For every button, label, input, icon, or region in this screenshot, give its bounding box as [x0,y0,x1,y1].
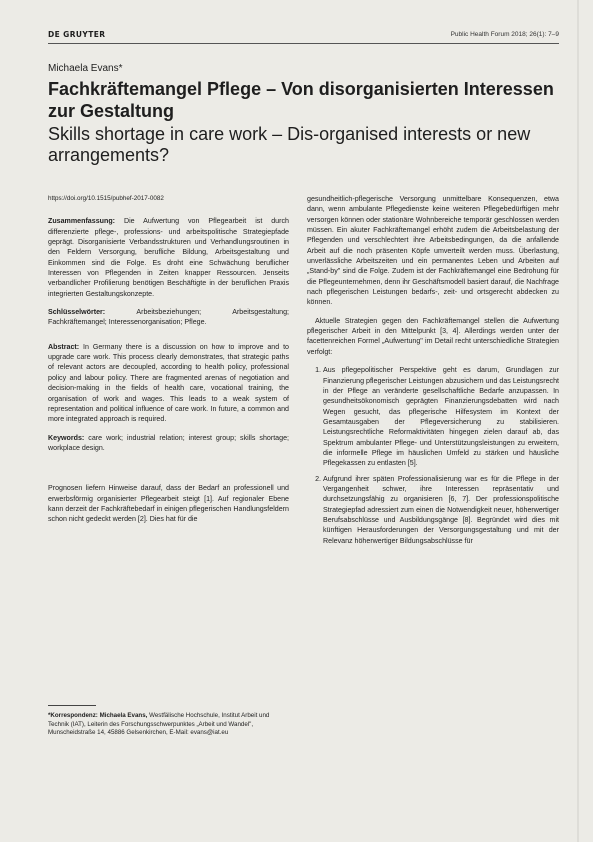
body-right-paragraph-2: Aktuelle Strategien gegen den Fachkräftemangel stellen die Aufwertung pflegerischer Arbeit in den Mittelpunkt [3, 4]. Allerdings werden unter der facettenreichen Formel „Aufwertung" im Detail recht unterschiedliche Strategien verfolgt: [307,316,559,356]
footnote-text: Westfälische Hochschule, Institut Arbeit und Technik (IAT), Leiterin des Forschungsschwerpunktes „Arbeit und Wandel", Munscheidstraße 14, 45886 Gelsenkirchen, E-Mail: evans@iat.eu [48,712,270,737]
left-column [48,194,289,533]
schluesselwoerter [48,307,289,328]
abstract-text: In Germany there is a discussion on how to improve and to upgrade care work. This process clearly demonstrates, that strategic paths of relevant actors are decoupled, according to health policy, professional policy and labour policy. There are fragmented arenas of negotiation and decision-making in the fields of health care, vocational training, the organisation of work and wages. This leads to a weak system of representation and political influence of care work. In future, a common and more integrated approach is required. [48,342,289,424]
journal-citation: Public Health Forum 2018; 26(1): 7–9 [450,30,559,38]
strategy-list [307,365,559,546]
zusammenfassung [48,216,289,299]
schluesselwoerter-label: Schlüsselwörter: [48,308,106,317]
body-left-paragraph: Prognosen liefern Hinweise darauf, dass der Bedarf an professionell und erwerbsförmig organisierter Pflegearbeit steigt [1]. Auf regionaler Ebene kann derzeit der Fachkräftebedarf in einigen pflegerischen Handlungsfeldern schon nicht gedeckt werden [2]. Dies hat für die [48,484,289,524]
correspondence-footnote [48,712,289,738]
keywords-label: Keywords: [48,433,85,442]
zusammenfassung-text: Die Aufwertung von Pflegearbeit ist durch differenzierte pflege-, professions- und arbeitspolitische Strategiepfade geprägt. Disorganisierte Verbandsstrukturen und Verhandlungsroutinen in den Feldern Versorgung, berufliche Bildung, Arbeitsgestaltung und Einkommen sind die Folge. Es droht eine Schwächung beruflicher Interessen von Pflegenden in Zeiten knapper Ressourcen. Jenseits verbandlicher Profilierung benötigen Beschäftigte in der beruflichen Praxis integrierten Gestaltungskonzepte. [48,217,289,298]
author: Michaela Evans* [48,63,123,74]
keywords-text: care work; industrial relation; interest group; skills shortage; workplace design. [48,433,289,452]
title-german: Fachkräftemangel Pflege – Von disorganisierten Interessen zur Gestaltung [48,79,554,121]
abstract [48,342,289,425]
running-header [48,27,559,41]
title-english: Skills shortage in care work – Dis-organised interests or new arrangements? [48,124,531,165]
publisher-logo: DE GRUYTER [48,29,106,39]
doi-link[interactable]: https://doi.org/10.1515/pubhef-2017-0082 [48,195,164,202]
keywords [48,433,289,454]
page-crease [577,0,579,842]
section-gap [48,461,289,483]
list-item: 1. Aus pflegepolitischer Perspektive geht es darum, Grundlagen zur Finanzierung pflegerischer Leistungen abzusichern und das Leistungsrecht in der Pflege an veränderte gesellschaftliche Bedarfe anzupassen. In gesundheitsökonomisch geprägten Finanzierungsdebatten wird nach Wegen gesucht, das pflegerische Hilfesystem im Kontext der Gesamtausgaben der Pflegeversicherung zu stabilisieren. Leistungsrechtliche Reformaktivitäten hingegen zielen darauf ab, das Spektrum ambulanter Pflege- und Unterstützungsleistungen zu erweitern, die informelle Pflege im häuslichen Umfeld zu stärken und häusliche Pflegekassen zu entlasten [5]. [323,365,559,468]
footnote-rule [48,705,96,706]
zusammenfassung-label: Zusammenfassung: [48,217,116,226]
body-right-paragraph-1: gesundheitlich-pflegerische Versorgung unmittelbare Konsequenzen, etwa dann, wenn ambulante Pflegedienste keine weiteren Pflegebedürftigen mehr versorgen können oder stationäre Wohnbereiche temporär geschlossen werden müssen. Ein akuter Fachkräftemangel erhöht zudem die Arbeitsbelastung der Pflegenden und verschlechtert ihre Arbeitsbedingungen, da die anfallende Arbeit auf die noch präsenten Köpfe umverteilt werden muss. Überlastung, unverlässliche Arbeitszeiten und ein permanentes Leben und Arbeiten auf „Stand-by" sind die Folge. Zudem ist der Fachkräftemangel eine Bedrohung für die Pflegeunternehmen, denn ihr Geschäftsmodell basiert darauf, die Nachfrage nach pflegerischen Leistungen bedarfs-, zeit- und ortsgerecht abdecken zu können. [307,195,559,307]
schluesselwoerter-text: Arbeitsbeziehungen; Arbeitsgestaltung; Fachkräftemangel; Interessenorganisation; Pflege. [48,308,289,327]
header-rule [48,43,559,44]
list-item: 2. Aufgrund ihrer späten Professionalisierung war es für die Pflege in der Vergangenheit schwer, ihre Interessen repräsentativ und durchsetzungsfähig zu organisieren [6, 7]. Der professionspolitische Strategiepfad adressiert zum einen die Notwendigkeit neuer, höherwertiger Berufsabschlüsse und Ausbildungsgänge [8]. Begründet wird dies mit künftigen Herausforderungen der Versorgungsgestaltung und mit der Relevanz höherwertiger Bildungsabschlüsse für [323,474,559,546]
footnote-label: *Korrespondenz: Michaela Evans, [48,712,148,719]
right-column [307,194,559,551]
abstract-label: Abstract: [48,342,80,351]
